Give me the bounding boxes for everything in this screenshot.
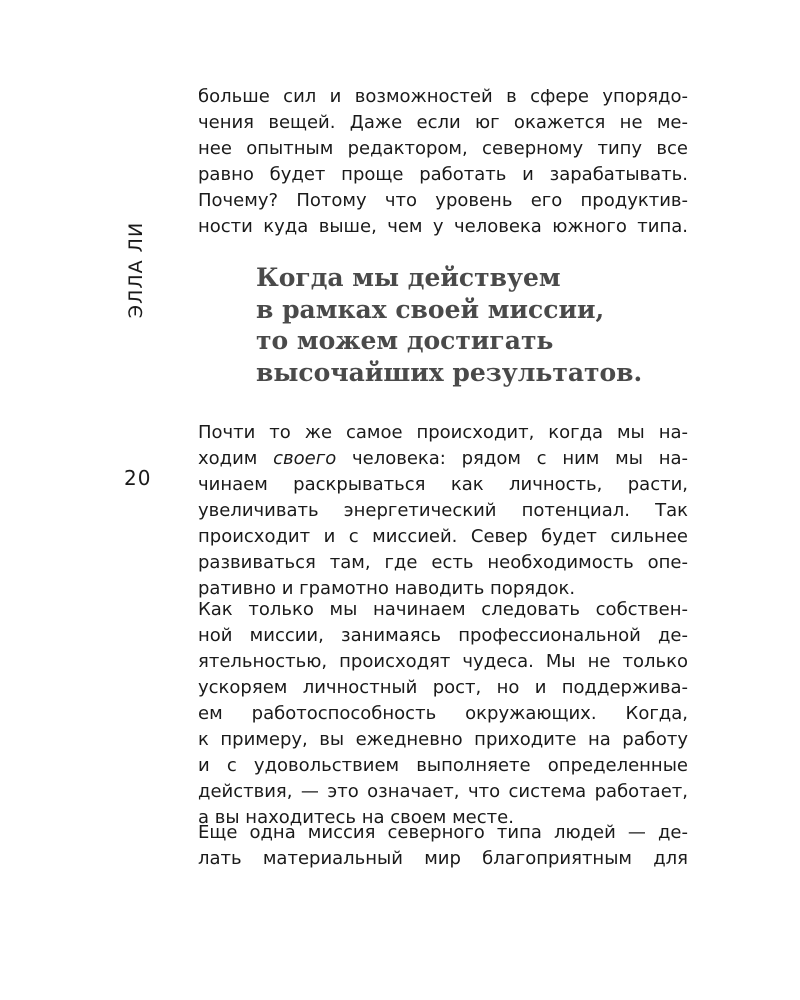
- paragraph-line: равно будет проще работать и зарабатывать.: [198, 164, 688, 185]
- paragraph-line: ускоряем личностный рост, но и поддержива-: [198, 677, 688, 698]
- paragraph-line: ности куда выше, чем у человека южного типа.: [198, 216, 688, 237]
- paragraph-line: ем работоспособность окружающих. Когда,: [198, 703, 688, 724]
- paragraph-line: развиваться там, где есть необходимость опе-: [198, 552, 688, 573]
- paragraph-line: происходит и с миссией. Север будет сильнее: [198, 526, 688, 547]
- pull-quote-line: в рамках своей миссии,: [256, 294, 605, 324]
- paragraph-line: Еще одна миссия северного типа людей — де-: [198, 822, 688, 843]
- paragraph-line: лать материальный мир благоприятным для: [198, 848, 688, 869]
- paragraph-line: чения вещей. Даже если юг окажется не ме-: [198, 112, 688, 133]
- paragraph-line: Как только мы начинаем следовать собствен-: [198, 599, 688, 620]
- text-run: ходим: [198, 448, 274, 469]
- paragraph-4: [198, 820, 688, 872]
- paragraph-1: [198, 84, 688, 240]
- paragraph-2: [198, 420, 688, 602]
- paragraph-line: ной миссии, занимаясь профессиональной де-: [198, 625, 688, 646]
- pull-quote-line: то можем достигать: [256, 326, 554, 355]
- pull-quote-line: Когда мы действуем: [256, 263, 561, 292]
- paragraph-line: больше сил и возможностей в сфере упорядо-: [198, 86, 688, 107]
- italic-word: своего: [273, 448, 337, 469]
- paragraph-line: Почти то же самое происходит, когда мы на-: [198, 422, 688, 443]
- paragraph-line: к примеру, вы ежедневно приходите на работу: [198, 729, 688, 750]
- paragraph-line: ративно и грамотно наводить порядок.: [198, 578, 576, 599]
- paragraph-line: а вы находитесь на своем месте.: [198, 807, 514, 828]
- pull-quote-line: высочайших результатов.: [256, 357, 643, 387]
- paragraph-line: чинаем раскрываться как личность, расти,: [198, 474, 688, 495]
- paragraph-line: действия, — это означает, что система работает,: [198, 781, 688, 802]
- paragraph-line: нее опытным редактором, северному типу все: [198, 138, 688, 159]
- text-run: человека: рядом с ним мы на-: [336, 448, 688, 469]
- paragraph-line: увеличивать энергетический потенциал. Так: [198, 500, 688, 521]
- running-head: ЭЛЛА ЛИ: [125, 221, 147, 319]
- paragraph-line: Почему? Потому что уровень его продуктив-: [198, 190, 688, 211]
- paragraph-line: и с удовольствием выполняете определенные: [198, 755, 688, 776]
- paragraph-3: [198, 597, 688, 831]
- paragraph-line-with-italic: [198, 446, 688, 472]
- paragraph-line: ятельностью, происходят чудеса. Мы не только: [198, 651, 688, 672]
- page-number: 20: [124, 466, 152, 490]
- pull-quote: [256, 262, 696, 388]
